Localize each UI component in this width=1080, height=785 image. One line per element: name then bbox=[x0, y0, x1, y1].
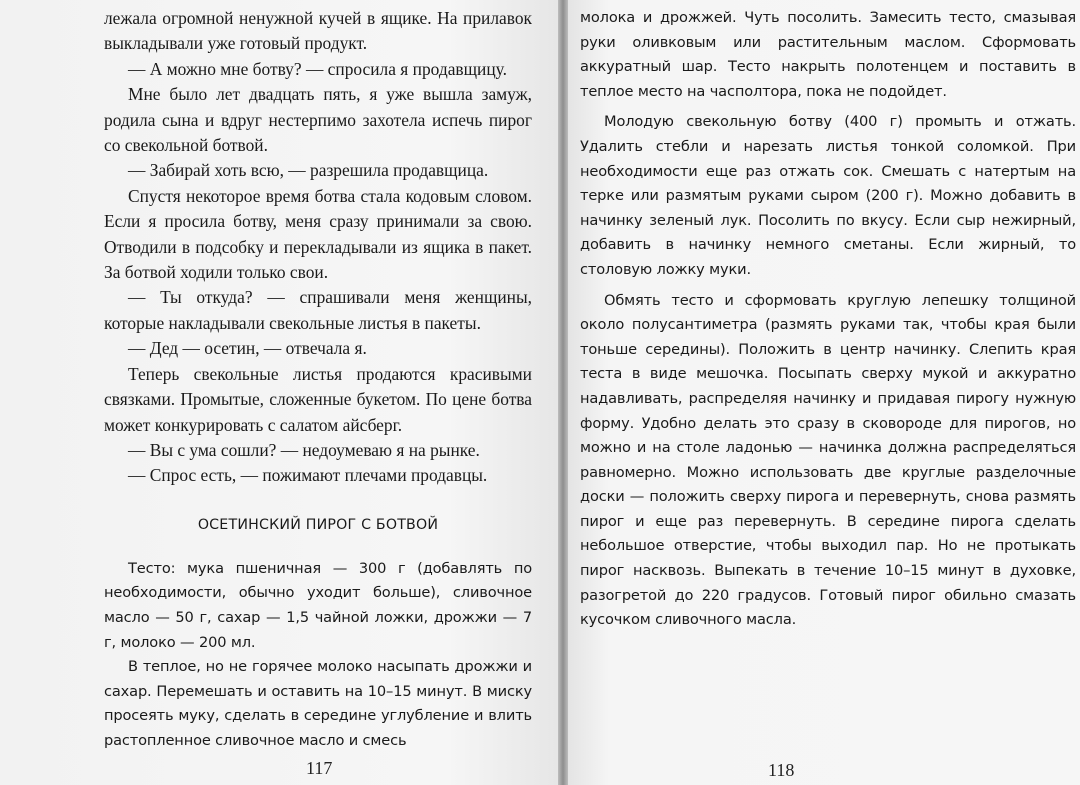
page-number: 118 bbox=[768, 760, 795, 780]
paragraph: молока и дрожжей. Чуть посолить. Замесить тесто, смазывая руки оливковым или растительным маслом. Сформовать аккуратный шар. Тесто накрыть полотенцем и поставить в теплое место на часполтора, пока не подойдет. bbox=[580, 9, 1076, 100]
paragraph: Теперь свекольные листья продаются красивыми связками. Промытые, сложенные букетом. По цене ботва может конкурировать с салатом айсберг. bbox=[104, 363, 532, 435]
paragraph: — Спрос есть, — пожимают плечами продавцы. bbox=[128, 465, 488, 486]
paragraph: — А можно мне ботву? — спросила я продавщицу. bbox=[128, 58, 507, 79]
paragraph: Обмять тесто и сформовать круглую лепешку толщиной около полусантиметра (размять руками так, чтобы края были тоньше середины). Положить в центр начинку. Слепить края теста в виде мешочка. Посыпать сверху мукой и аккуратно надавливать, распределяя начинку и придавая пирогу нужную форму. Удобно делать это сразу в сковороде для пирогов, но можно и на столе ладонью — начинка должна распределяться равномерно. Можно использовать две круглые разделочные доски — положить сверху пирога и перевернуть, снова размять пирог и еще раз перевернуть. В середине пирога сделать небольшое отверстие, чтобы выходил пар. Но не протыкать пирог насквозь. Выпекать в течение 10–15 минут в духовке, разогретой до 220 градусов. Готовый пирог обильно смазать кусочком сливочного масла. bbox=[580, 291, 1076, 629]
right-page bbox=[568, 0, 1080, 785]
paragraph: Мне было лет двадцать пять, я уже вышла замуж, родила сына и вдруг нестерпимо захотела испечь пирог со свекольной ботвой. bbox=[104, 84, 532, 156]
recipe-paragraph: В теплое, но не горячее молоко насыпать дрожжи и сахар. Перемешать и оставить на 10–15 минут. В миску просеять муку, сделать в середине углубление и влить растопленное сливочное масло и смесь bbox=[104, 658, 532, 749]
paragraph: Спустя некоторое время ботва стала кодовым словом. Если я просила ботву, меня сразу принимали за свою. Отводили в подсобку и перекладывали из ящика в пакет. За ботвой ходили только свои. bbox=[104, 185, 532, 283]
paragraph: Молодую свекольную ботву (400 г) промыть и отжать. Удалить стебли и нарезать листья тонкой соломкой. При необходимости еще раз отжать сок. Смешать с натертым на терке или размятым руками сыром (200 г). Можно добавить в начинку зеленый лук. Посолить по вкусу. Если сыр нежирный, добавить в начинку немного сметаны. Если жирный, то столовую ложку муки. bbox=[580, 113, 1076, 278]
recipe-paragraph: Тесто: мука пшеничная — 300 г (добавлять по необходимости, обычно уходит больше), сливочное масло — 50 г, сахар — 1,5 чайной ложки, дрожжи — 7 г, молоко — 200 мл. bbox=[104, 559, 532, 651]
book-gutter bbox=[558, 0, 568, 785]
paragraph: — Ты откуда? — спрашивали меня женщины, которые накладывали свекольные листья в пакеты. bbox=[104, 287, 532, 333]
paragraph: лежала огромной ненужной кучей в ящике. На прилавок выкладывали уже готовый продукт. bbox=[104, 8, 532, 54]
recipe-heading: ОСЕТИНСКИЙ ПИРОГ С БОТВОЙ bbox=[197, 516, 439, 533]
paragraph: — Дед — осетин, — отвечала я. bbox=[128, 338, 367, 359]
page-number: 117 bbox=[306, 758, 333, 778]
left-text-column bbox=[104, 6, 532, 753]
paragraph: — Вы с ума сошли? — недоумеваю я на рынке. bbox=[128, 439, 480, 460]
right-text-column bbox=[580, 6, 1076, 633]
paragraph: — Забирай хоть всю, — разрешила продавщица. bbox=[128, 160, 489, 181]
